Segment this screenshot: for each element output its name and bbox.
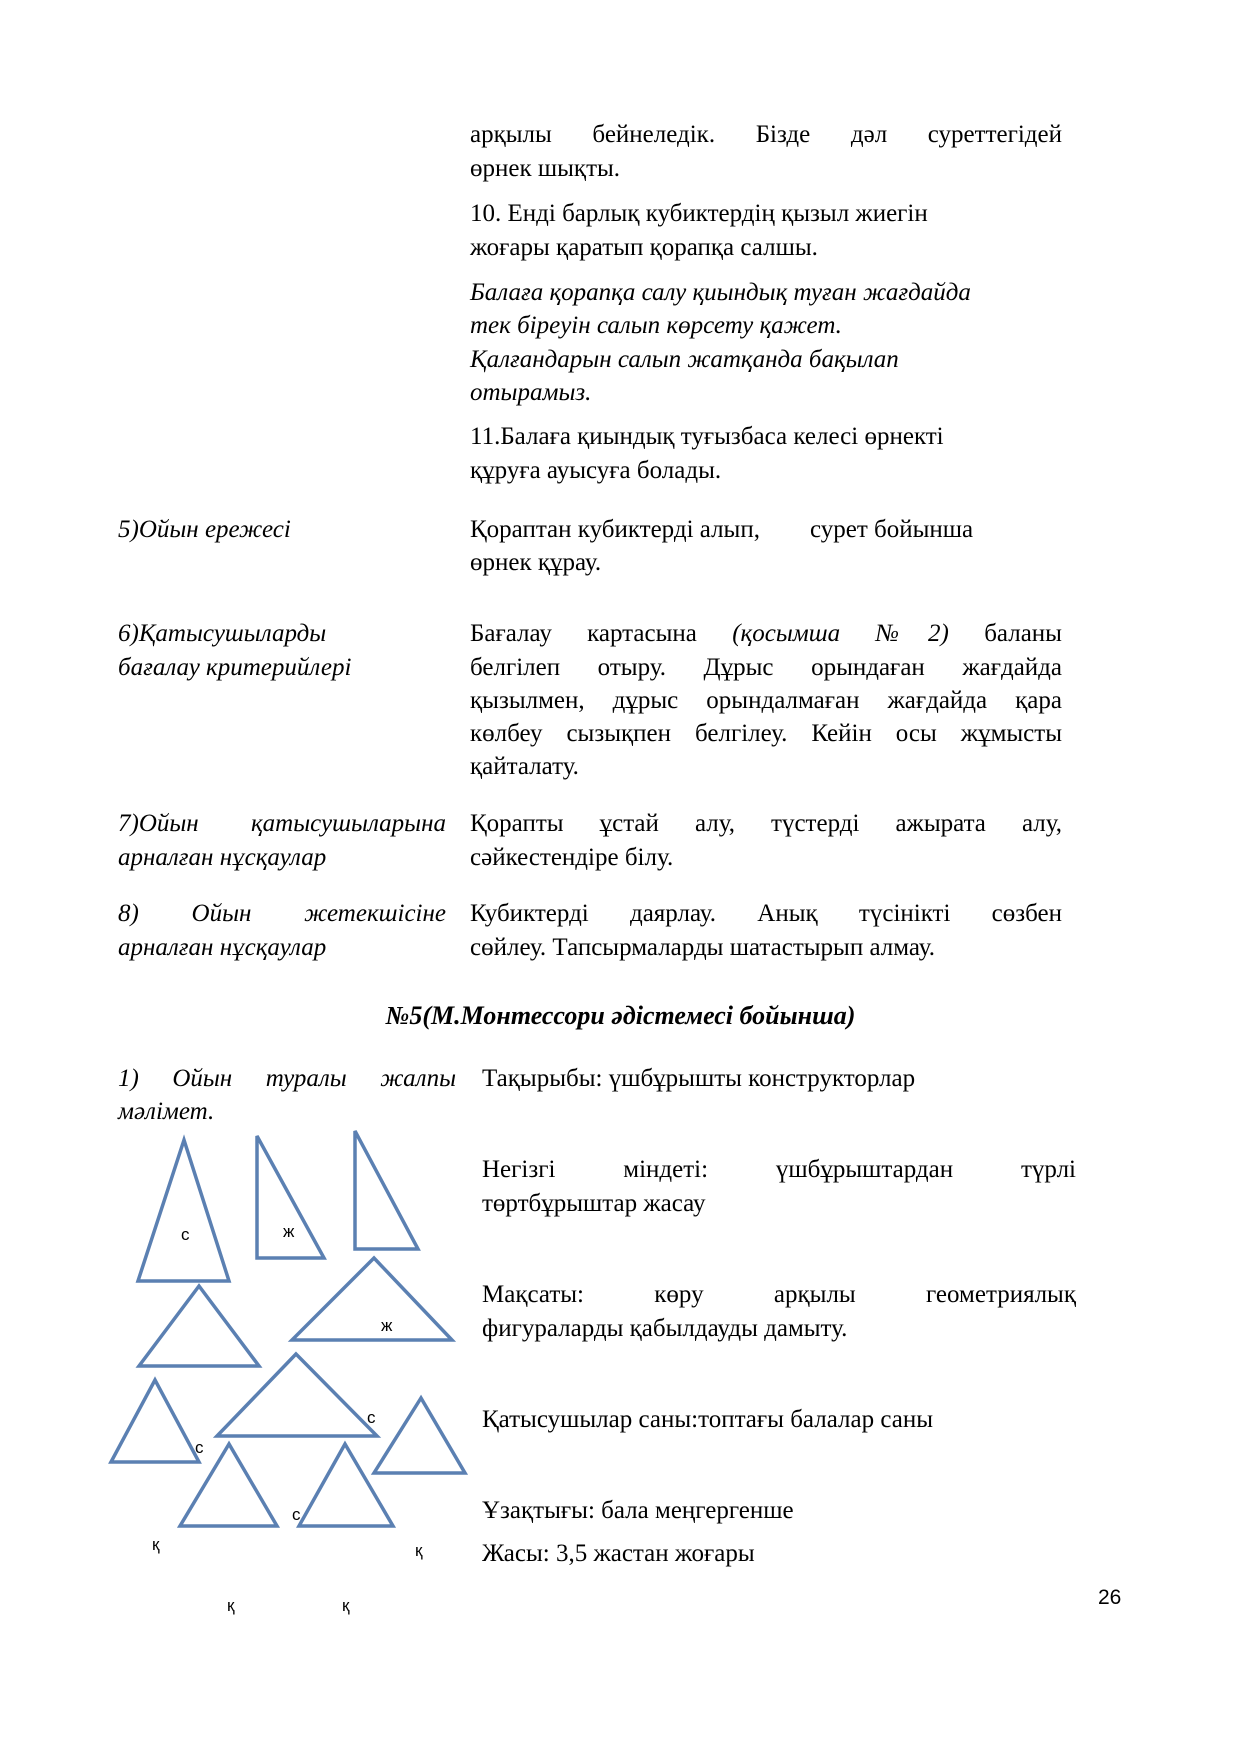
row-label: арналған нұсқаулар bbox=[118, 844, 327, 871]
participants-line: Қатысушылар саны:топтағы балалар саны bbox=[482, 1406, 934, 1433]
goal-line: фигураларды қабылдауды дамыту. bbox=[482, 1315, 848, 1342]
row-label: 8) Ойын жетекшісіне bbox=[118, 900, 446, 927]
triangle-label: қ bbox=[415, 1541, 423, 1560]
row-text-line: қайталату. bbox=[470, 753, 579, 780]
row-text-line: көлбеу сызықпен белгілеу. Кейін осы жұмысты bbox=[470, 720, 1062, 747]
row-label: 5)Ойын ережесі bbox=[118, 516, 291, 543]
row-label: 7)Ойын қатысушыларына bbox=[118, 810, 446, 837]
task-line: төртбұрыштар жасау bbox=[482, 1190, 706, 1217]
triangle-label: с bbox=[195, 1438, 204, 1457]
note-line: тек біреуін салып көрсету қажет. bbox=[470, 312, 842, 339]
goal-line: Мақсаты: көру арқылы геометриялық bbox=[482, 1281, 1076, 1308]
row-text-line: сәйкестендіре білу. bbox=[470, 844, 674, 871]
row-label: 6)Қатысушыларды bbox=[118, 620, 327, 647]
triangle-label: ж bbox=[381, 1316, 393, 1335]
step-11-line: 11.Балаға қиындық туғызбаса келесі өрнекті bbox=[470, 423, 944, 450]
paragraph-line: арқылы бейнеледік. Бізде дәл суреттегідей bbox=[470, 121, 1062, 148]
triangle-label: қ bbox=[342, 1596, 350, 1615]
row-text-line: Қораптан кубиктерді алып, сурет бойынша bbox=[470, 516, 974, 543]
row-text-line: Кубиктерді даярлау. Анық түсінікті сөзбен bbox=[470, 900, 1062, 927]
row-text-part: баланы bbox=[948, 620, 1062, 647]
note-line: отырамыз. bbox=[470, 379, 592, 406]
triangle-label: с bbox=[292, 1505, 301, 1524]
triangle-label: ж bbox=[283, 1222, 295, 1241]
section-title: №5(М.Монтессори әдістемесі бойынша) bbox=[385, 1001, 856, 1030]
row-label: 1) Ойын туралы жалпы bbox=[118, 1065, 456, 1092]
row-text-part: Бағалау картасына bbox=[470, 620, 733, 647]
row-text-line: сөйлеу. Тапсырмаларды шатастырып алмау. bbox=[470, 934, 935, 961]
triangle-shape bbox=[292, 1258, 452, 1340]
row-text-line: өрнек құрау. bbox=[470, 549, 602, 576]
row-label: мәлімет. bbox=[118, 1098, 215, 1125]
row-label: арналған нұсқаулар bbox=[118, 934, 327, 961]
triangle-shape bbox=[111, 1380, 199, 1462]
step-11-line: құруға ауысуға болады. bbox=[470, 457, 722, 484]
row-text-line: белгілеп отыру. Дұрыс орындаған жағдайда bbox=[470, 654, 1062, 681]
step-10-line: 10. Енді барлық кубиктердің қызыл жиегін bbox=[470, 200, 928, 227]
triangle-shape bbox=[355, 1131, 418, 1249]
triangle-label: с bbox=[181, 1225, 190, 1244]
note-line: Қалғандарын салып жатқанда бақылап bbox=[470, 346, 899, 373]
step-10-line: жоғары қаратып қорапқа салшы. bbox=[470, 234, 818, 261]
task-line: Негізгі міндеті: үшбұрыштардан түрлі bbox=[482, 1156, 1076, 1183]
triangle-label: қ bbox=[152, 1535, 160, 1554]
note-line: Балаға қорапқа салу қиындық туған жағдайда bbox=[470, 279, 971, 306]
row-text-line: Қорапты ұстай алу, түстерді ажырата алу, bbox=[470, 810, 1062, 837]
triangle-shape bbox=[138, 1140, 229, 1281]
appendix-reference: (қосымша №2) bbox=[732, 620, 949, 647]
triangle-shape bbox=[299, 1444, 393, 1526]
age-line: Жасы: 3,5 жастан жоғары bbox=[482, 1540, 755, 1567]
row-text-line: қызылмен, дұрыс орындалмаған жағдайда қара bbox=[470, 687, 1062, 714]
paragraph-line: өрнек шықты. bbox=[470, 155, 621, 182]
triangle-label: қ bbox=[227, 1596, 235, 1615]
triangle-shape bbox=[139, 1286, 259, 1366]
triangle-label: с bbox=[367, 1408, 376, 1427]
row-label: бағалау критерийлері bbox=[118, 654, 352, 681]
triangle-shape bbox=[374, 1398, 465, 1473]
topic-line: Тақырыбы: үшбұрышты конструкторлар bbox=[482, 1065, 916, 1092]
duration-line: Ұзақтығы: бала меңгергенше bbox=[482, 1497, 794, 1524]
page-number: 26 bbox=[1098, 1586, 1122, 1609]
